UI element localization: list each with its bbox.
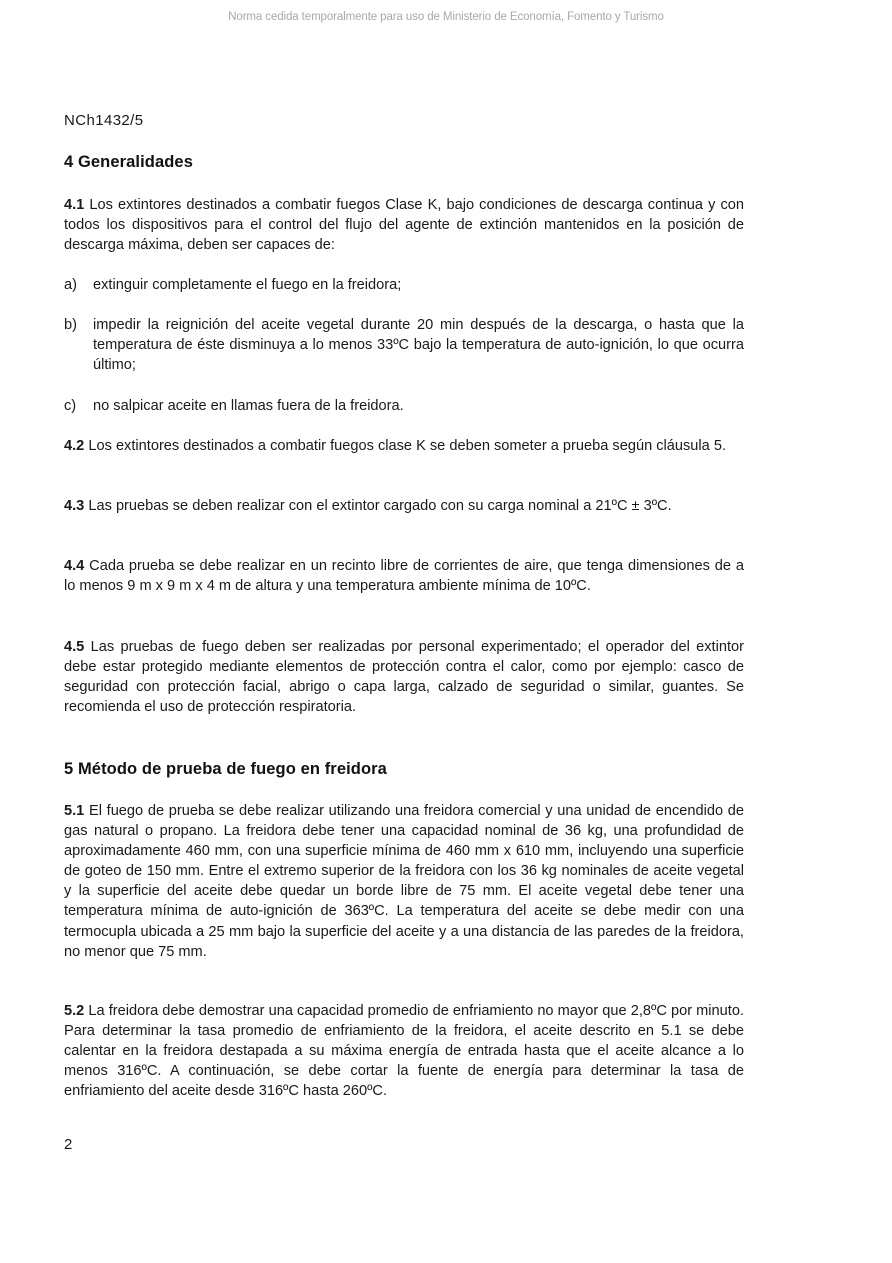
clause-text: Las pruebas de fuego deben ser realizadas por personal experimentado; el operador del extintor debe estar protegido mediante elementos de protección contra el calor, como por ejemplo: casco de seguridad con protección facial, abrigo o capa larga, calzado de seguridad o similar, guantes. Se recomienda el uso de protección respiratoria. [64,639,744,716]
section-5-heading: 5 Método de prueba de fuego en freidora [64,760,387,778]
clause-5-1 [64,801,744,962]
document-code: NCh1432/5 [64,112,144,129]
clause-number: 4.3 [64,498,85,514]
clause-4-2 [64,436,744,456]
list-item-label: c) [64,398,77,414]
page-number: 2 [64,1136,73,1153]
clause-number: 4.1 [64,197,85,213]
clause-number: 5.2 [64,1003,85,1019]
list-item-text: no salpicar aceite en llamas fuera de la freidora. [93,398,404,414]
clause-number: 4.5 [64,639,85,655]
list-item-text: impedir la reignición del aceite vegetal durante 20 min después de la descarga, o hasta que la temperatura de éste disminuya a lo menos 33ºC bajo la temperatura de auto-ignición, lo que ocurra último; [93,317,744,374]
clause-number: 4.4 [64,558,85,574]
list-item-b [64,315,744,375]
clause-4-5 [64,637,744,717]
clause-text: La freidora debe demostrar una capacidad promedio de enfriamiento no mayor que 2,8ºC por minuto. Para determinar la tasa promedio de enfriamiento de la freidora, el aceite descrito en 5.1 se debe calentar en la freidora destapada a su máxima energía de entrada hasta que el aceite alcance a lo menos 316ºC. A continuación, se debe cortar la fuente de energía para determinar la tasa de enfriamiento del aceite desde 316ºC hasta 260ºC. [64,1003,744,1100]
list-item-text: extinguir completamente el fuego en la freidora; [93,277,402,293]
clause-4-4 [64,556,744,596]
clause-4-1 [64,195,744,255]
clause-text: Cada prueba se debe realizar en un recinto libre de corrientes de aire, que tenga dimensiones de a lo menos 9 m x 9 m x 4 m de altura y una temperatura ambiente mínima de 10ºC. [64,558,744,595]
clause-number: 4.2 [64,438,85,454]
section-4-heading: 4 Generalidades [64,153,193,171]
list-item-a [64,275,744,295]
clause-5-2 [64,1001,744,1101]
clause-text: El fuego de prueba se debe realizar utilizando una freidora comercial y una unidad de encendido de gas natural o propano. La freidora debe tener una capacidad nominal de 36 kg, una profundidad de aproximadamente 460 mm, con una superficie mínima de 460 mm x 610 mm, incluyendo una superficie de goteo de 150 mm. Entre el extremo superior de la freidora con los 36 kg nominales de aceite vegetal y la superficie del aceite debe quedar un borde libre de 75 mm. El aceite vegetal debe tener una temperatura mínima de auto-ignición de 363ºC. La temperatura del aceite se debe medir con una termocupla ubicada a 25 mm bajo la superficie del aceite y a una distancia de las paredes de la freidora, no menor que 75 mm. [64,803,744,960]
clause-text: Las pruebas se deben realizar con el extintor cargado con su carga nominal a 21ºC ± 3ºC. [88,498,672,514]
list-item-c [64,396,744,416]
watermark-notice: Norma cedida temporalmente para uso de Ministerio de Economía, Fomento y Turismo [228,11,664,23]
clause-4-3 [64,496,744,516]
clause-text: Los extintores destinados a combatir fuegos Clase K, bajo condiciones de descarga continua y con todos los dispositivos para el control del flujo del agente de extinción mantenidos en la posición de descarga máxima, deben ser capaces de: [64,197,744,254]
list-item-label: a) [64,277,77,293]
clause-text: Los extintores destinados a combatir fuegos clase K se deben someter a prueba según cláusula 5. [88,438,727,454]
list-item-label: b) [64,317,77,333]
clause-number: 5.1 [64,803,85,819]
